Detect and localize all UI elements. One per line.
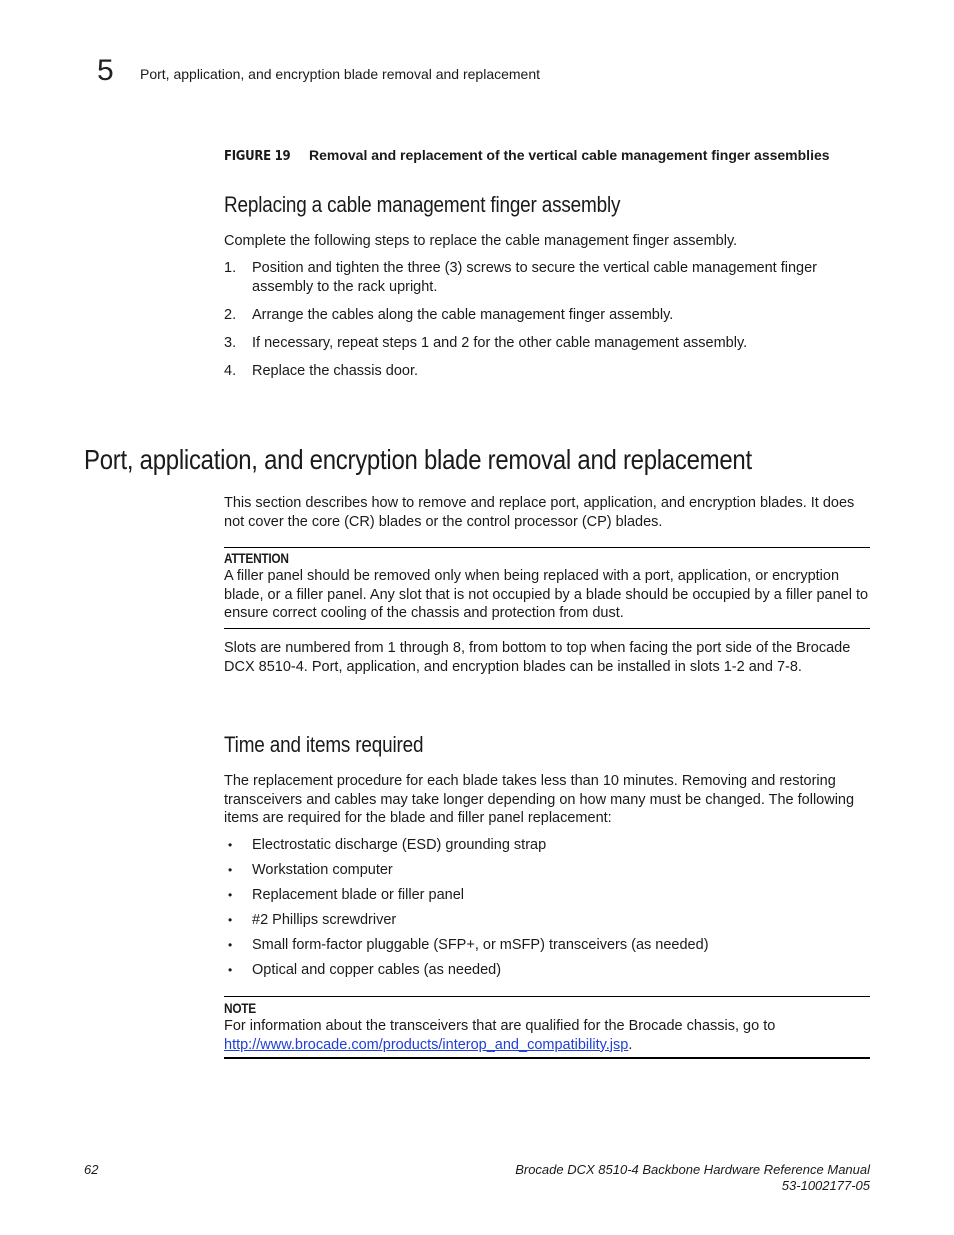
bullet-icon: •: [228, 913, 233, 927]
list-item-text: Small form-factor pluggable (SFP+, or mSFP) transceivers (as needed): [252, 937, 709, 953]
list-item: [224, 911, 874, 930]
step-item: [224, 306, 874, 325]
note-label: NOTE: [224, 1001, 256, 1016]
list-item: [224, 961, 874, 980]
note-text-body: For information about the transceivers that are qualified for the Brocade chassis, go to: [224, 1018, 776, 1034]
list-item: [224, 836, 874, 855]
slots-text: Slots are numbered from 1 through 8, from bottom to top when facing the port side of the Brocade DCX 8510-4. Port, application, and encryption blades can be installed in slots 1-2 and 7-8.: [224, 640, 851, 675]
attention-top-rule: [224, 547, 870, 548]
list-item-text: Replacement blade or filler panel: [252, 887, 464, 903]
document-title: Brocade DCX 8510-4 Backbone Hardware Reference Manual: [515, 1162, 870, 1177]
time-intro: The replacement procedure for each blade takes less than 10 minutes. Removing and restoring transceivers and cables may take longer depending on how many must be changed. The following items are required for the blade and filler panel replacement:: [224, 773, 855, 827]
attention-text: A filler panel should be removed only when being replaced with a port, application, or encryption blade, or a filler panel. Any slot that is not occupied by a blade should be occupied by a filler panel to ensure correct cooling of the chassis and protection from dust.: [224, 568, 869, 622]
note-text: [224, 1017, 874, 1054]
list-item-text: Electrostatic discharge (ESD) grounding strap: [252, 837, 547, 853]
bullet-icon: •: [228, 963, 233, 977]
attention-label: ATTENTION: [224, 551, 289, 566]
chapter-number: 5: [97, 54, 114, 87]
list-item-text: Optical and copper cables (as needed): [252, 962, 502, 978]
note-top-rule: [224, 996, 870, 997]
step-item: [224, 362, 874, 381]
step-text: Replace the chassis door.: [252, 362, 419, 379]
list-item: [224, 861, 874, 880]
attention-bottom-rule: [224, 628, 870, 629]
section-heading-replacing: Replacing a cable management finger assembly: [224, 192, 621, 217]
list-item: [224, 936, 874, 955]
bullet-icon: •: [228, 888, 233, 902]
note-bottom-rule: [224, 1057, 870, 1059]
replacing-steps: [224, 259, 874, 390]
items-list: [224, 836, 874, 986]
figure-caption-text: Removal and replacement of the vertical cable management finger assemblies: [309, 147, 830, 163]
list-item: [224, 886, 874, 905]
running-header: Port, application, and encryption blade removal and replacement: [140, 66, 541, 82]
bullet-icon: •: [228, 838, 233, 852]
section-heading-time: Time and items required: [224, 732, 424, 757]
step-number: 4.: [224, 362, 237, 379]
step-text: Arrange the cables along the cable management finger assembly.: [252, 306, 674, 323]
step-text: Position and tighten the three (3) screws to secure the vertical cable management finger assembly to the rack upright.: [252, 260, 817, 295]
list-item-text: #2 Phillips screwdriver: [252, 912, 397, 928]
figure-caption: [224, 146, 830, 166]
replacing-intro: Complete the following steps to replace the cable management finger assembly.: [224, 233, 738, 249]
step-item: [224, 334, 874, 353]
note-period: .: [628, 1036, 633, 1053]
step-number: 3.: [224, 334, 237, 351]
list-item-text: Workstation computer: [252, 862, 393, 878]
figure-label: FIGURE 19: [224, 149, 291, 164]
page-number: 62: [84, 1162, 99, 1177]
bullet-icon: •: [228, 938, 233, 952]
step-number: 1.: [224, 260, 237, 276]
blade-intro: This section describes how to remove and replace port, application, and encryption blades. It does not cover the core (CR) blades or the control processor (CP) blades.: [224, 495, 855, 530]
document-footer: [515, 1162, 870, 1193]
bullet-icon: •: [228, 863, 233, 877]
interop-link[interactable]: http://www.brocade.com/products/interop_and_compatibility.jsp: [224, 1036, 629, 1053]
document-number: 53-1002177-05: [781, 1177, 870, 1193]
step-number: 2.: [224, 306, 237, 323]
section-heading-blade: Port, application, and encryption blade removal and replacement: [84, 444, 752, 475]
step-item: [224, 259, 874, 296]
step-text: If necessary, repeat steps 1 and 2 for the other cable management assembly.: [252, 334, 748, 351]
